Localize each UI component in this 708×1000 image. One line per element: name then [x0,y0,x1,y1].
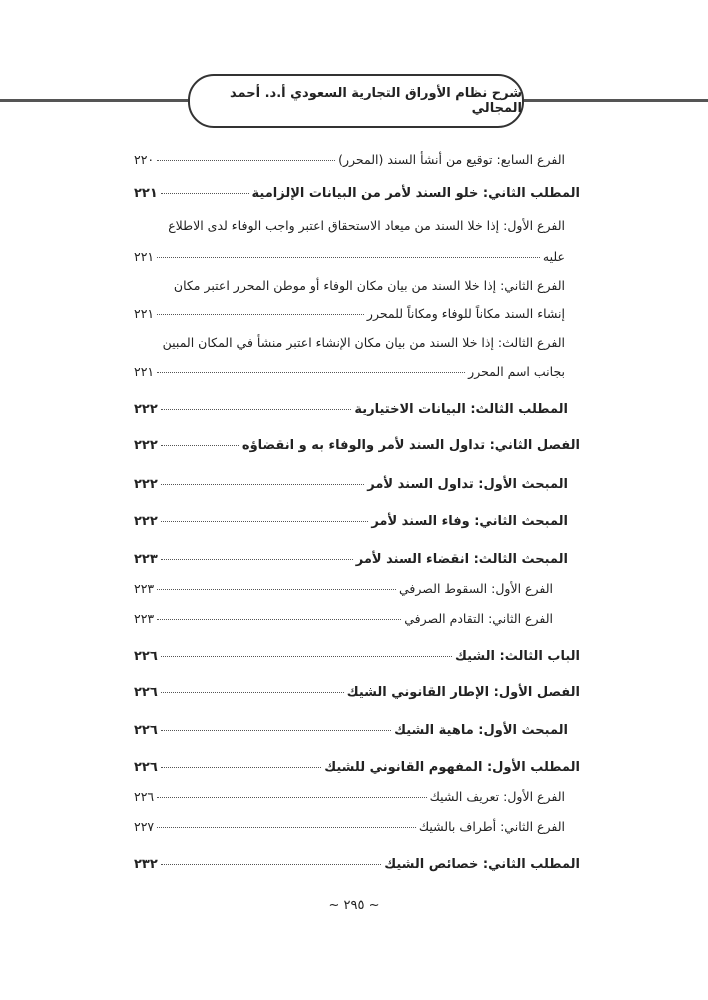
entry-page: ٢٢٢ [134,402,158,417]
entry-title: المبحث الثاني: وفاء السند لأمر [371,514,568,529]
entry-title-line1: الفرع الأول: إذا خلا السند من ميعاد الاستحقاق اعتبر واجب الوفاء لدى الاطلاع [168,218,565,233]
entry-page: ٢٢٢ [134,514,158,529]
entry-page: ٢٢٦ [134,760,158,775]
entry-title: الفرع الأول: السقوط الصرفي [399,581,553,596]
entry-title: المبحث الثالث: انقضاء السند لأمر [355,552,568,567]
entry-page: ٢٢١ [134,364,155,379]
toc-entry [134,759,580,777]
entry-page: ٢٢٢ [134,477,158,492]
entry-title: الباب الثالث: الشيك [455,649,580,664]
toc-entry [134,580,553,598]
dot-leader [157,372,465,373]
entry-page: ٢٢١ [134,306,155,321]
entry-title: المبحث الأول: ماهية الشيك [394,723,568,738]
toc-entry-line1 [134,334,565,352]
entry-title: الفرع السابع: توقيع من أنشأ السند (المحرر) [338,152,565,167]
toc-entry [134,401,568,419]
running-header [188,74,524,128]
toc-entry [134,248,565,266]
dot-leader [157,797,426,798]
dot-leader [157,589,396,590]
entry-title: عليه [542,249,565,264]
toc-entry [134,185,580,203]
header-rule-left [0,99,190,102]
entry-title: المبحث الأول: تداول السند لأمر [367,477,568,492]
entry-title: الفرع الثاني: أطراف بالشيك [418,819,565,834]
toc-entry [134,684,580,702]
entry-page: ٢٣٢ [134,857,158,872]
entry-title-line1: الفرع الثاني: إذا خلا السند من بيان مكان الوفاء أو موطن المحرر اعتبر مكان [173,278,565,293]
entry-title: المطلب الثاني: خصائص الشيك [384,857,580,872]
entry-title: الفرع الأول: تعريف الشيك [429,789,565,804]
entry-title: الفرع الثاني: التقادم الصرفي [404,611,553,626]
dot-leader [157,160,335,161]
toc-entry-line1 [134,217,565,235]
dot-leader [161,656,452,657]
dot-leader [161,767,321,768]
toc-entry [134,856,580,874]
entry-title: إنشاء السند مكاناً للوفاء ومكاناً للمحرر [366,306,565,321]
entry-title-line1: الفرع الثالث: إذا خلا السند من بيان مكان الإنشاء اعتبر منشأ في المكان المبين [162,335,565,350]
dot-leader [161,730,391,731]
toc-entry [134,722,568,740]
toc-entry [134,551,568,569]
toc-entry [134,788,565,806]
toc-entry [134,437,580,455]
toc-entry [134,513,568,531]
dot-leader [161,521,369,522]
entry-page: ٢٢٣ [134,552,158,567]
dot-leader [161,559,353,560]
toc-entry [134,476,568,494]
entry-page: ٢٢٦ [134,723,158,738]
entry-page: ٢٢٦ [134,685,158,700]
toc-entry [134,818,565,836]
toc-entry [134,151,565,169]
dot-leader [161,692,344,693]
toc-entry [134,305,565,323]
dot-leader [157,619,401,620]
dot-leader [157,314,364,315]
entry-page: ٢٢٧ [134,819,155,834]
dot-leader [157,257,540,258]
toc-entry [134,363,565,381]
entry-page: ٢٢٦ [134,789,155,804]
entry-title: المطلب الثالث: البيانات الاختيارية [354,402,568,417]
entry-page: ٢٢٦ [134,649,158,664]
header-rule-right [518,99,708,102]
dot-leader [161,445,239,446]
dot-leader [161,409,352,410]
entry-title: الفصل الأول: الإطار القانوني الشيك [346,685,580,700]
toc-entry-line1 [134,277,565,295]
entry-page: ٢٢٣ [134,581,155,596]
entry-page: ٢٢١ [134,249,155,264]
toc-entry [134,648,580,666]
entry-title: المطلب الأول: المفهوم القانوني للشيك [324,760,580,775]
entry-page: ٢٢٣ [134,611,155,626]
dot-leader [161,193,249,194]
running-header-title: شرح نظام الأوراق التجارية السعودي أ.د. أحمد المجالي [230,86,522,116]
dot-leader [161,484,364,485]
entry-page: ٢٢١ [134,186,158,201]
entry-title: الفصل الثاني: تداول السند لأمر والوفاء به و انقضاؤه [241,438,580,453]
entry-page: ٢٢٠ [134,152,155,167]
dot-leader [161,864,381,865]
toc-entry [134,610,553,628]
entry-title: بجانب اسم المحرر [468,364,565,379]
dot-leader [157,827,416,828]
entry-title: المطلب الثاني: خلو السند لأمر من البيانات الإلزامية [251,186,580,201]
page-number: ~ ٢٩٥ ~ [328,898,380,913]
entry-page: ٢٢٢ [134,438,158,453]
